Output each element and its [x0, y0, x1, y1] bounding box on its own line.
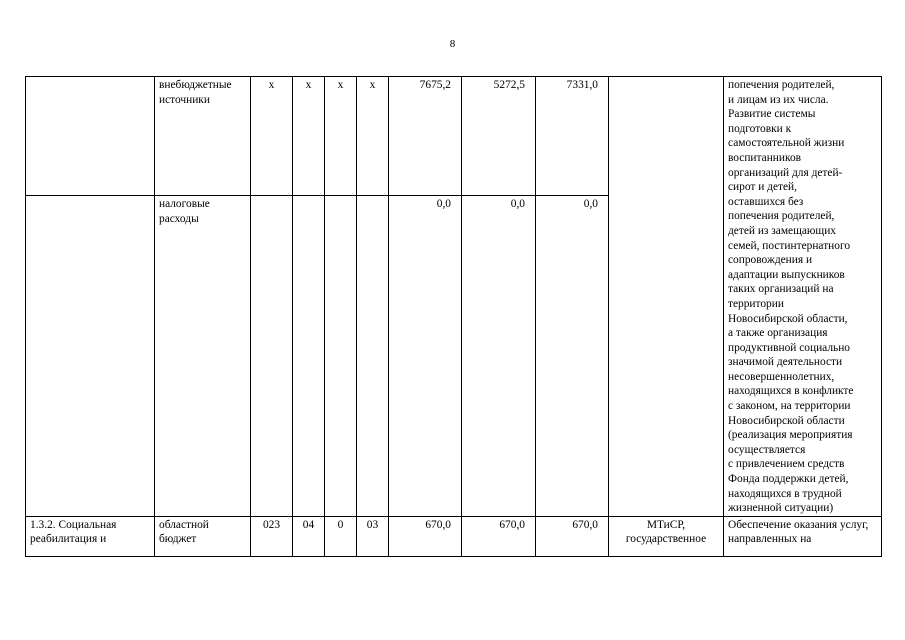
executor-cell — [609, 77, 724, 517]
value-year2-cell: 670,0 — [462, 516, 536, 556]
value-year2-cell: 5272,5 — [462, 77, 536, 196]
program-table — [25, 76, 882, 557]
code-gp-cell: 04 — [293, 516, 325, 556]
value-year3-cell: 670,0 — [536, 516, 609, 556]
expected-result-cell: попечения родителей, и лицам из их числа. Развитие системы подготовки к самостоятельной жизни воспитанников организаций для детей- сирот и детей, оставшихся без попечения родителей, детей из замещающих семей, постинтернатного сопровождения и адаптации выпускников таких организаций на территории Новосибирской области, а также организация продуктивной социально значимой деятельности несовершеннолетних, находящихся в конфликте с законом, на территории Новосибирской области (реализация мероприятия осуществляется с привлечением средств Фонда поддержки детей, находящихся в трудной жизненной ситуации) — [724, 77, 882, 517]
value-year3-cell: 7331,0 — [536, 77, 609, 196]
funding-source-cell: областной бюджет — [155, 516, 251, 556]
code-grbs-cell: х — [251, 77, 293, 196]
table-row — [26, 516, 882, 556]
code-pp-cell: 0 — [325, 516, 357, 556]
code-grbs-cell — [251, 195, 293, 516]
code-gp-cell — [293, 195, 325, 516]
code-grbs-cell: 023 — [251, 516, 293, 556]
code-gp-cell: х — [293, 77, 325, 196]
activity-name-cell: 1.3.2. Социальная реабилитация и — [26, 516, 155, 556]
table-row — [26, 77, 882, 196]
code-activity-cell — [357, 195, 389, 516]
executor-cell: МТиСР, государственное — [609, 516, 724, 556]
value-year3-cell: 0,0 — [536, 195, 609, 516]
funding-source-cell: внебюджетные источники — [155, 77, 251, 196]
value-year1-cell: 670,0 — [389, 516, 462, 556]
activity-name-cell — [26, 195, 155, 516]
value-year1-cell: 7675,2 — [389, 77, 462, 196]
code-activity-cell: 03 — [357, 516, 389, 556]
code-pp-cell — [325, 195, 357, 516]
expected-result-cell: Обеспечение оказания услуг, направленных на — [724, 516, 882, 556]
value-year2-cell: 0,0 — [462, 195, 536, 516]
activity-name-cell — [26, 77, 155, 196]
value-year1-cell: 0,0 — [389, 195, 462, 516]
code-pp-cell: х — [325, 77, 357, 196]
page-number: 8 — [449, 38, 456, 50]
funding-source-cell: налоговые расходы — [155, 195, 251, 516]
code-activity-cell: х — [357, 77, 389, 196]
